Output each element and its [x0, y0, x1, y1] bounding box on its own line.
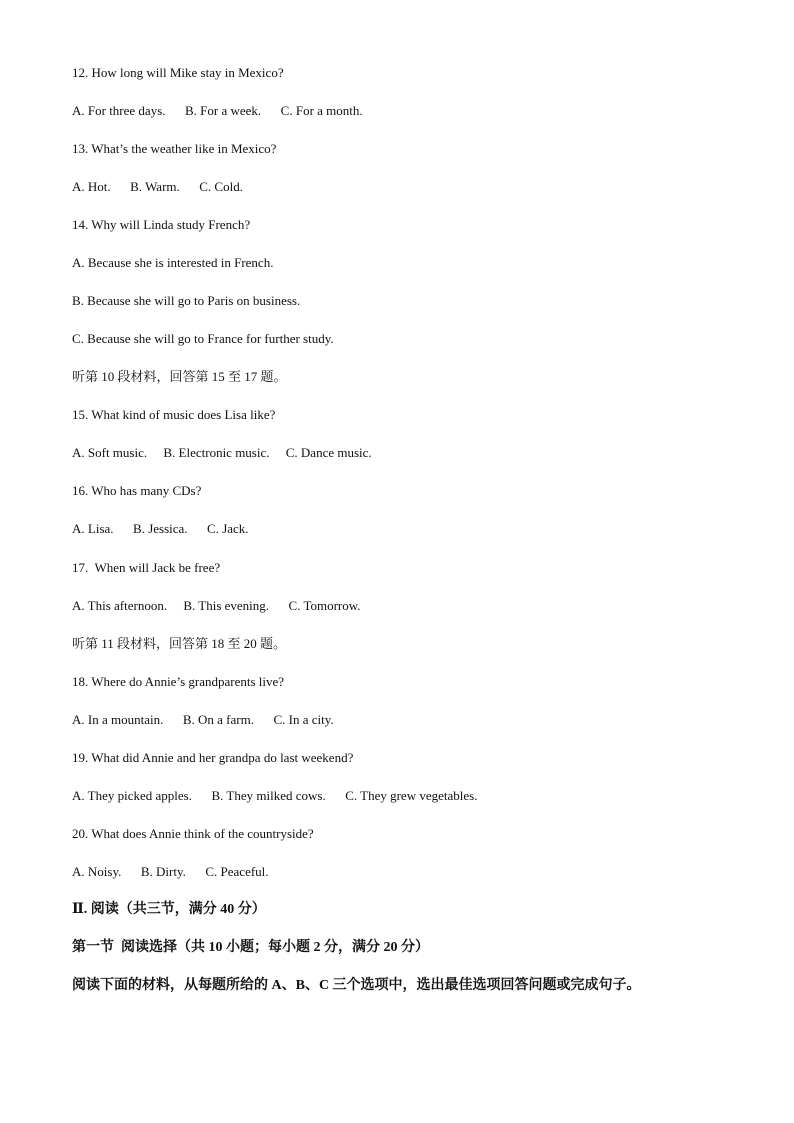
question-17: 17. When will Jack be free?	[72, 560, 221, 575]
reading-instruction: 阅读下面的材料，从每题所给的 A、B、C 三个选项中，选出最佳选项回答问题或完成句子。	[72, 978, 641, 993]
question-18: 18. Where do Annie’s grandparents live?	[72, 674, 285, 689]
option-14a: A. Because she is interested in French.	[72, 255, 274, 270]
question-15: 15. What kind of music does Lisa like?	[72, 407, 276, 422]
options-15: A. Soft music. B. Electronic music. C. Dance music.	[72, 445, 372, 460]
part-heading-reading: Ⅱ. 阅读（共三节，满分 40 分）	[72, 902, 266, 917]
section-heading: 第一节 阅读选择（共 10 小题；每小题 2 分，满分 20 分）	[72, 940, 429, 955]
options-16: A. Lisa. B. Jessica. C. Jack.	[72, 521, 249, 536]
options-20: A. Noisy. B. Dirty. C. Peaceful.	[72, 864, 269, 879]
question-14: 14. Why will Linda study French?	[72, 217, 251, 232]
option-14b: B. Because she will go to Paris on business.	[72, 293, 301, 308]
question-20: 20. What does Annie think of the countryside?	[72, 826, 314, 841]
section-instruction-11: 听第 11 段材料，回答第 18 至 20 题。	[72, 636, 287, 651]
options-18: A. In a mountain. B. On a farm. C. In a city.	[72, 712, 334, 727]
option-14c: C. Because she will go to France for further study.	[72, 331, 334, 346]
options-17: A. This afternoon. B. This evening. C. Tomorrow.	[72, 598, 361, 613]
options-13: A. Hot. B. Warm. C. Cold.	[72, 179, 243, 194]
question-13: 13. What’s the weather like in Mexico?	[72, 141, 277, 156]
question-16: 16. Who has many CDs?	[72, 483, 202, 498]
question-12: 12. How long will Mike stay in Mexico?	[72, 65, 284, 80]
question-19: 19. What did Annie and her grandpa do last weekend?	[72, 750, 354, 765]
options-12: A. For three days. B. For a week. C. For a month.	[72, 103, 363, 118]
options-19: A. They picked apples. B. They milked cows. C. They grew vegetables.	[72, 788, 478, 803]
section-instruction-10: 听第 10 段材料，回答第 15 至 17 题。	[72, 369, 287, 384]
